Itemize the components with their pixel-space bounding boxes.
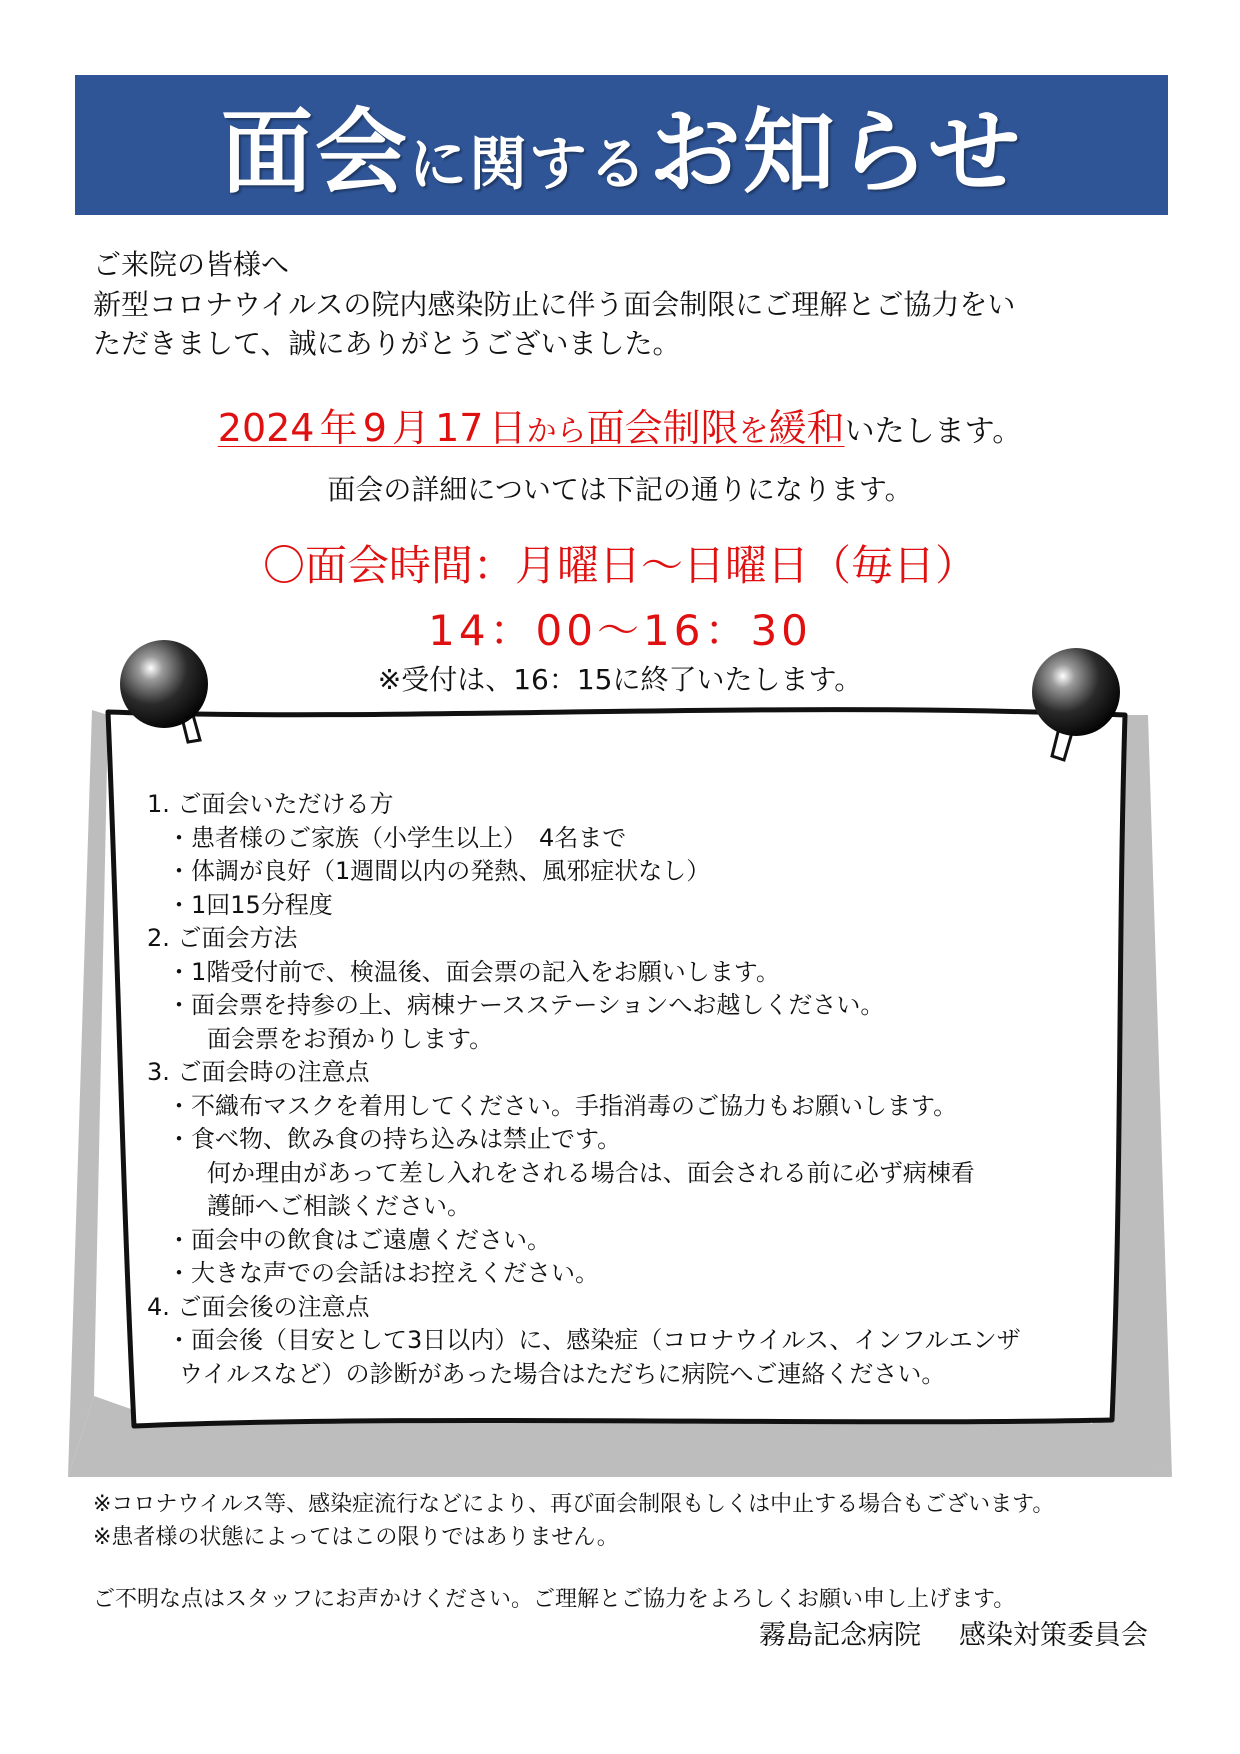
- details-intro: 面会の詳細については下記の通りになります。: [327, 473, 913, 506]
- rule-list-item: ウイルスなど）の診断があった場合はただちに病院へご連絡ください。: [179, 1359, 946, 1388]
- visiting-hours-title: 〇面会時間：月曜日～日曜日（毎日）: [262, 541, 977, 590]
- rule-list-item: ・患者様のご家族（小学生以上） 4名まで: [167, 823, 627, 852]
- rule-list-item: ・1回15分程度: [167, 890, 333, 919]
- board-shadow-left: [68, 710, 108, 1477]
- day-unit: 日: [488, 406, 527, 450]
- rule-list-item: ・面会票を持参の上、病棟ナースステーションへお越しください。: [167, 991, 885, 1019]
- rule-list-item: ・体調が良好（1週間以内の発熱、風邪症状なし）: [167, 857, 711, 885]
- date-year: 2024: [217, 406, 315, 450]
- title-part-2: に関する: [408, 130, 649, 198]
- announcement-suffix: いたします。: [844, 414, 1023, 449]
- rule-list-item: ・食べ物、飲み食の持ち込みは禁止です。: [167, 1125, 622, 1153]
- rule-list-item: 何か理由があって差し入れをされる場合は、面会される前に必ず病棟看: [207, 1158, 975, 1187]
- rule-list-item: ・面会後（目安として3日以内）に、感染症（コロナウイルス、インフルエンザ: [167, 1326, 1021, 1354]
- rule-section-heading: 4. ご面会後の注意点: [147, 1292, 370, 1321]
- greeting-line-2: 新型コロナウイルスの院内感染防止に伴う面会制限にご理解とご協力をい: [93, 288, 1016, 321]
- reception-note: ※受付は、16：15に終了いたします。: [377, 663, 863, 696]
- note-patient-condition: ※患者様の状態によってはこの限りではありません。: [93, 1525, 619, 1550]
- rule-section-heading: 3. ご面会時の注意点: [147, 1058, 370, 1086]
- rule-section-heading: 2. ご面会方法: [147, 924, 298, 952]
- rule-list-item: ・大きな声での会話はお控えください。: [167, 1259, 599, 1287]
- rule-list-item: ・面会中の飲食はご遠慮ください。: [167, 1225, 551, 1254]
- greeting-line-1: ご来院の皆様へ: [93, 248, 290, 281]
- visit-restriction-text: 面会制限: [586, 406, 739, 450]
- particle-text: を: [738, 414, 769, 449]
- rule-section-heading: 1. ご面会いただける方: [147, 790, 394, 818]
- greeting-line-3: ただきまして、誠にありがとうございました。: [93, 327, 681, 360]
- title-part-3: お知らせ: [648, 99, 1023, 206]
- visiting-rules-list: [145, 788, 1021, 1391]
- from-text: から: [526, 414, 587, 449]
- signature: [759, 1613, 1148, 1652]
- date-day: 17: [435, 406, 484, 450]
- rule-list-item: ・1階受付前で、検温後、面会票の記入をお願いします。: [167, 957, 780, 986]
- visiting-hours-time: 14：00～16：30: [428, 606, 812, 655]
- date-month: 9: [362, 406, 387, 450]
- committee-name: 感染対策委員会: [959, 1620, 1148, 1651]
- rule-list-item: 護師へご相談ください。: [207, 1192, 471, 1220]
- hospital-name: 霧島記念病院: [759, 1620, 921, 1651]
- rule-list-item: 面会票をお預かりします。: [207, 1024, 494, 1053]
- relax-text: 緩和: [768, 406, 845, 450]
- year-unit: 年: [319, 406, 358, 450]
- title-part-1: 面会: [220, 99, 409, 206]
- note-infection-trend: ※コロナウイルス等、感染症流行などにより、再び面会制限もしくは中止する場合もございます。: [93, 1492, 1055, 1517]
- month-unit: 月: [391, 406, 430, 450]
- closing-message: ご不明な点はスタッフにお声かけください。ご理解とご協力をよろしくお願い申し上げます。: [93, 1587, 1016, 1612]
- rule-list-item: ・不織布マスクを着用してください。手指消毒のご協力もお願いします。: [167, 1091, 958, 1120]
